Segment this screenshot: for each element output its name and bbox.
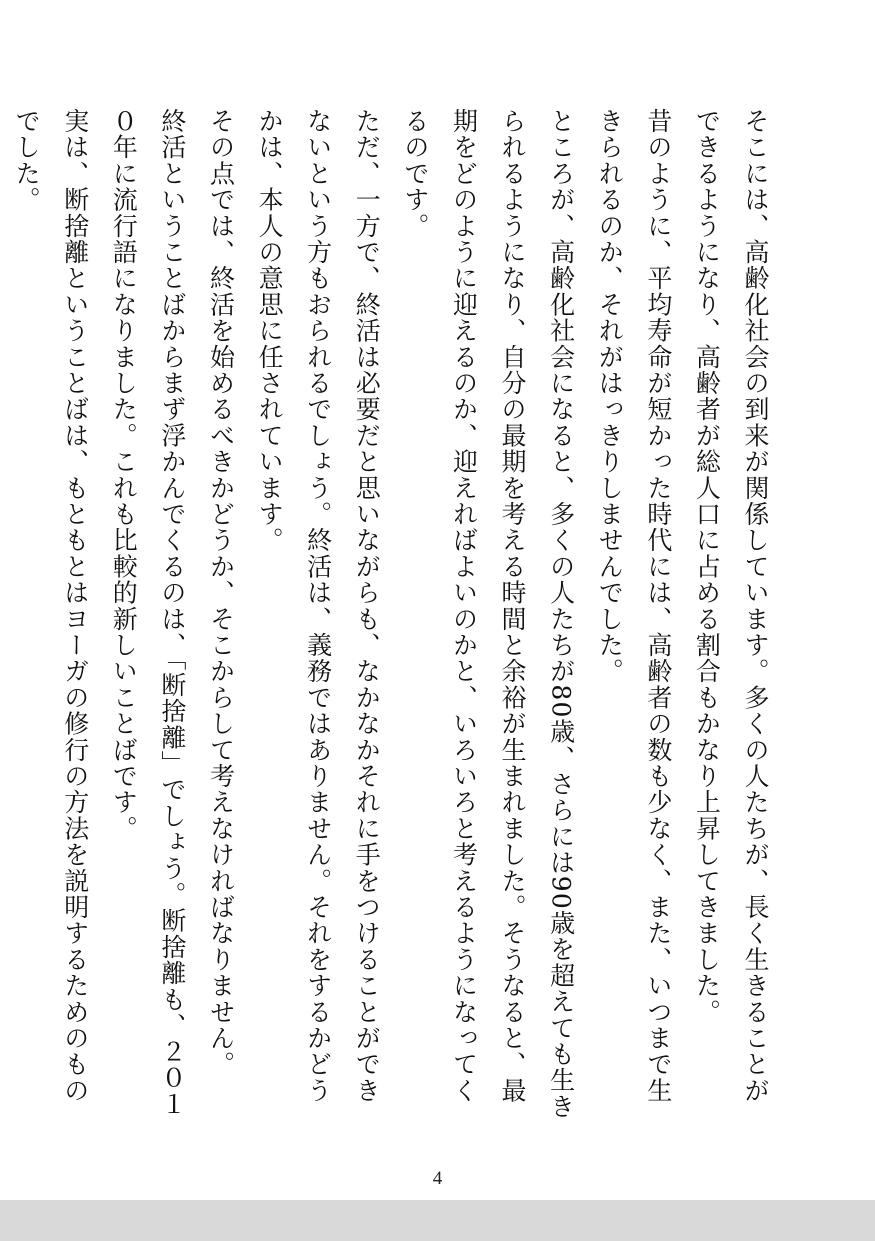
paragraph-7: 実は、断捨離ということばは、もともとはヨーガの修行の方法を説明するためのものでした。 [12,108,90,1104]
viewer-bottom-bar [0,1200,875,1241]
paragraph-1: そこには、高齢化社会の到来が関係しています。多くの人たちが、長く生きることができるようになり、高齢者が総人口に占める割合もかなり上昇してきました。 [692,108,770,1104]
paragraph-2: 昔のように、平均寿命が短かった時代には、高齢者の数も少なく、また、いつまで生きられるのか、それがはっきりしませんでした。 [595,108,673,1104]
paragraph-3: ところが、高齢化社会になると、多くの人たちが80歳、さらには90歳を超えても生きられるようになり、自分の最期を考える時間と余裕が生まれました。そうなると、最期をどのように迎えるのか、迎えればよいのかと、いろいろと考えるようになってくるのです。 [400,108,576,1120]
page-number: 4 [432,1168,443,1189]
paragraph-6: 終活ということばからまず浮かんでくるのは、「断捨離」でしょう。断捨離も、２０１０年に流行語になりました。これも比較的新しいことばです。 [109,108,187,1118]
vertical-text-body [2,108,780,1128]
paragraph-5: その点では、終活を始めるべきかどうか、そこからして考えなければなりません。 [206,108,236,1078]
paragraph-4: ただ、一方で、終活は必要だと思いながらも、なかなかそれに手をつけることができないという方もおられるでしょう。終活は、義務ではありません。それをするかどうかは、本人の意思に任されています。 [255,108,382,1104]
